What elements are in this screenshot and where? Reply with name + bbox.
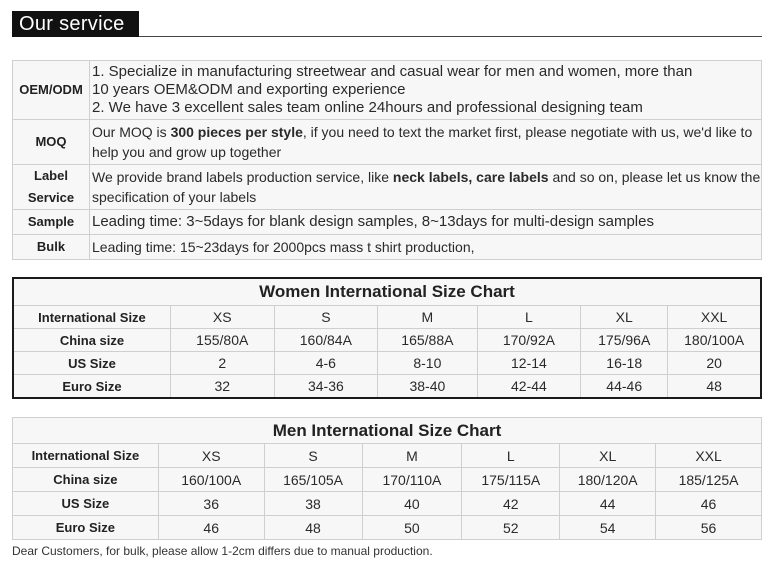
size-row xyxy=(13,516,762,540)
title-underline xyxy=(139,36,762,37)
size-cell: 160/84A xyxy=(274,329,378,352)
size-cell: 36 xyxy=(158,492,264,516)
size-cell: XXL xyxy=(656,444,762,468)
service-row-label xyxy=(13,165,762,210)
size-cell: M xyxy=(362,444,462,468)
moq-text-rest: , if you need to text the market first, please negotiate with us, we'd like to help you and grow up together xyxy=(92,124,753,160)
size-cell: 48 xyxy=(668,375,761,399)
footnote: Dear Customers, for bulk, please allow 1-2cm differs due to manual production. xyxy=(12,544,433,558)
oem-line-3: 2. We have 3 excellent sales team online 24hours and professional designing team xyxy=(92,99,643,116)
size-cell: 38 xyxy=(264,492,362,516)
size-cell: XS xyxy=(170,306,274,329)
men-size-chart xyxy=(12,417,762,540)
service-row-moq xyxy=(13,120,762,165)
size-row xyxy=(13,375,761,399)
size-cell: 8-10 xyxy=(378,352,477,375)
service-content-bulk: Leading time: 15~23days for 2000pcs mass t shirt production, xyxy=(90,235,762,260)
oem-line-2: 10 years OEM&ODM and exporting experience xyxy=(92,81,406,98)
size-cell: 34-36 xyxy=(274,375,378,399)
service-content-moq xyxy=(90,120,762,165)
size-cell: 180/120A xyxy=(560,468,656,492)
size-cell: 185/125A xyxy=(656,468,762,492)
men-chart-title: Men International Size Chart xyxy=(13,418,762,444)
size-cell: 2 xyxy=(170,352,274,375)
size-row xyxy=(13,306,761,329)
size-cell: 32 xyxy=(170,375,274,399)
service-label-bulk: Bulk xyxy=(13,235,90,260)
size-cell: 44-46 xyxy=(581,375,668,399)
size-cell: 160/100A xyxy=(158,468,264,492)
size-cell: 155/80A xyxy=(170,329,274,352)
service-content-label xyxy=(90,165,762,210)
size-cell: XL xyxy=(560,444,656,468)
label-service-text-rest: and so on, please let us know the specification of your labels xyxy=(92,169,761,205)
row-header: Euro Size xyxy=(13,375,170,399)
size-row xyxy=(13,329,761,352)
size-cell: 165/88A xyxy=(378,329,477,352)
row-header: International Size xyxy=(13,306,170,329)
moq-text: Our MOQ is xyxy=(92,124,171,140)
service-label-moq: MOQ xyxy=(13,120,90,165)
label-service-line-2: Service xyxy=(27,190,75,205)
size-cell: 175/115A xyxy=(462,468,560,492)
size-cell: 170/92A xyxy=(477,329,581,352)
service-label-label-service xyxy=(13,165,90,210)
section-title: Our service xyxy=(12,11,139,37)
size-row xyxy=(13,468,762,492)
size-cell: XXL xyxy=(668,306,761,329)
service-table xyxy=(12,60,762,260)
size-cell: 42 xyxy=(462,492,560,516)
service-row-bulk xyxy=(13,235,762,260)
row-header: China size xyxy=(13,468,159,492)
label-service-line-1: Label xyxy=(34,168,68,183)
row-header: International Size xyxy=(13,444,159,468)
size-cell: 20 xyxy=(668,352,761,375)
row-header: US Size xyxy=(13,492,159,516)
size-cell: S xyxy=(274,306,378,329)
moq-highlight: 300 pieces per style xyxy=(170,124,303,140)
size-cell: 175/96A xyxy=(581,329,668,352)
size-cell: XS xyxy=(158,444,264,468)
size-cell: M xyxy=(378,306,477,329)
service-label-sample: Sample xyxy=(13,210,90,235)
size-cell: 44 xyxy=(560,492,656,516)
size-cell: 50 xyxy=(362,516,462,540)
label-service-text: We provide brand labels production service, like xyxy=(92,169,393,185)
size-cell: 46 xyxy=(158,516,264,540)
row-header: Euro Size xyxy=(13,516,159,540)
row-header: US Size xyxy=(13,352,170,375)
service-content-sample: Leading time: 3~5days for blank design samples, 8~13days for multi-design samples xyxy=(90,210,762,235)
size-cell: 54 xyxy=(560,516,656,540)
service-content-oem xyxy=(90,61,762,120)
size-cell: 42-44 xyxy=(477,375,581,399)
size-cell: 170/110A xyxy=(362,468,462,492)
size-cell: L xyxy=(477,306,581,329)
size-cell: 16-18 xyxy=(581,352,668,375)
oem-line-1: 1. Specialize in manufacturing streetwear and casual wear for men and women, more than xyxy=(92,63,693,80)
size-cell: 180/100A xyxy=(668,329,761,352)
size-cell: S xyxy=(264,444,362,468)
size-cell: 40 xyxy=(362,492,462,516)
size-row xyxy=(13,352,761,375)
label-service-highlight: neck labels, care labels xyxy=(392,169,549,185)
size-cell: 4-6 xyxy=(274,352,378,375)
size-cell: L xyxy=(462,444,560,468)
size-cell: 165/105A xyxy=(264,468,362,492)
service-row-oem xyxy=(13,61,762,120)
size-cell: XL xyxy=(581,306,668,329)
service-row-sample xyxy=(13,210,762,235)
women-chart-title: Women International Size Chart xyxy=(13,278,761,306)
size-row xyxy=(13,444,762,468)
size-cell: 52 xyxy=(462,516,560,540)
size-cell: 46 xyxy=(656,492,762,516)
size-row xyxy=(13,492,762,516)
service-label-oem: OEM/ODM xyxy=(13,61,90,120)
size-cell: 12-14 xyxy=(477,352,581,375)
women-size-chart xyxy=(12,277,762,399)
size-cell: 48 xyxy=(264,516,362,540)
size-cell: 38-40 xyxy=(378,375,477,399)
size-cell: 56 xyxy=(656,516,762,540)
row-header: China size xyxy=(13,329,170,352)
